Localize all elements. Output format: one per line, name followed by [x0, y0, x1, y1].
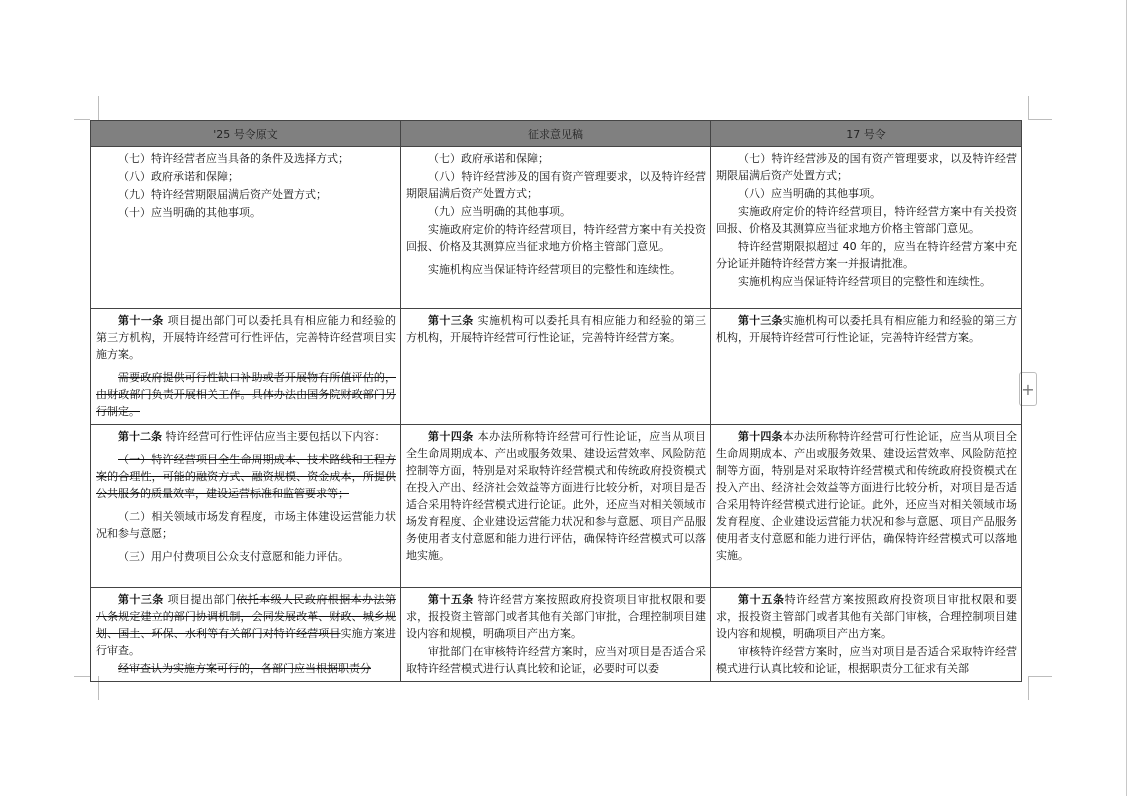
article-text: 实施方案进行审查。	[96, 627, 397, 657]
clause-item: （八）政府承诺和保障；	[118, 170, 239, 183]
article-number: 第十二条	[118, 430, 162, 443]
article-number: 第十三条	[428, 314, 474, 327]
table-cell	[711, 309, 1022, 425]
clause-item: （七）政府承诺和保障；	[428, 152, 549, 165]
article-text: 特许经营可行性评估应当主要包括以下内容：	[162, 430, 386, 443]
article-number: 第十四条	[738, 430, 783, 443]
clause-paragraph: 审批部门在审核特许经营方案时，应当对项目是否适合采取特许经营模式进行认真比较和论证，必要时可以委	[406, 645, 706, 675]
table-cell	[711, 147, 1022, 309]
crop-mark	[74, 119, 90, 120]
clause-item: （三）用户付费项目公众支付意愿和能力评估。	[118, 550, 349, 563]
article-text: 本办法所称特许经营可行性论证，应当从项目全生命周期成本、产出或服务效果、建设运营效率、风险防范控制等方面，特别是对采取特许经营模式和传统政府投资模式在投入产出、经济社会效益等方面进行比较分析，对项目是否适合采用特许经营模式进行论证。此外，还应当对相关领域市场发育程度、企业建设运营能力状况和参与意愿、项目产品服务使用者支付意愿和能力进行评估，确保特许经营模式可以落地实施。	[406, 430, 706, 562]
clause-paragraph	[406, 591, 706, 642]
article-text: 特许经营方案按照政府投资项目审批权限和要求，报投资主管部门或者其他有关部门审核，合理控制项目建设内容和规模，明确项目产出方案。	[716, 593, 1017, 640]
clause-item: （八）应当明确的其他事项。	[738, 187, 881, 200]
article-text: 本办法所称特许经营可行性论证，应当从项目全生命周期成本、产出或服务效果、建设运营效率、风险防范控制等方面，特别是对采取特许经营模式和传统政府投资模式在投入产出、经济社会效益等方面进行比较分析，对项目是否适合采用特许经营模式进行论证。此外，还应当对相关领域市场发育程度、企业建设运营能力状况和参与意愿、项目产品服务使用者支付意愿和能力进行评估，确保特许经营模式可以落地实施。	[716, 430, 1018, 562]
article-number: 第十三条	[738, 314, 783, 327]
table-row	[91, 309, 1022, 425]
expand-button[interactable]: +	[1019, 372, 1037, 406]
clause-item: （七）特许经营者应当具备的条件及选择方式；	[118, 152, 349, 165]
clause-paragraph	[716, 591, 1017, 642]
clause-item: （二）相关领域市场发育程度，市场主体建设运营能力状况和参与意愿；	[96, 510, 396, 540]
crop-mark	[1028, 676, 1052, 677]
comparison-table	[90, 120, 1022, 682]
table-cell	[91, 588, 401, 682]
article-text: 项目提出部门可以委托具有相应能力和经验的第三方机构，开展特许经营可行性评估，完善特许经营项目实施方案。	[96, 314, 396, 361]
table-row	[91, 588, 1022, 682]
column-header-original: '25 号令原文	[91, 121, 401, 147]
table-cell	[401, 147, 711, 309]
table-cell	[401, 588, 711, 682]
table-row	[91, 147, 1022, 309]
article-text: 实施机构可以委托具有相应能力和经验的第三方机构，开展特许经营可行性论证，完善特许经营方案。	[716, 314, 1018, 344]
table-cell	[711, 425, 1022, 588]
clause-paragraph: 特许经营期限拟超过 40 年的，应当在特许经营方案中充分论证并随特许经营方案一并报请批准。	[716, 240, 1017, 270]
clause-paragraph	[716, 428, 1017, 564]
table-cell	[401, 425, 711, 588]
clause-paragraph	[406, 312, 706, 346]
table-row	[91, 425, 1022, 588]
deleted-text: （一）特许经营项目全生命周期成本、技术路线和工程方案的合理性，可能的融资方式、融资规模、资金成本，所提供公共服务的质量效率，建设运营标准和监管要求等；	[96, 453, 396, 500]
clause-item: （九）特许经营期限届满后资产处置方式；	[118, 188, 327, 201]
table-cell	[401, 309, 711, 425]
crop-mark	[1028, 119, 1052, 120]
table-cell	[711, 588, 1022, 682]
clause-paragraph: 实施机构应当保证特许经营项目的完整性和连续性。	[738, 275, 991, 288]
article-text: 特许经营方案按照政府投资项目审批权限和要求，报投资主管部门或者其他有关部门审批，合理控制项目建设内容和规模，明确项目产出方案。	[406, 593, 706, 640]
clause-paragraph: 实施政府定价的特许经营项目，特许经营方案中有关投资回报、价格及其测算应当征求地方价格主管部门意见。	[406, 223, 706, 253]
article-text: 实施机构可以委托具有相应能力和经验的第三方机构，开展特许经营可行性论证，完善特许经营方案。	[406, 314, 706, 344]
clause-item: （七）特许经营涉及的国有资产管理要求，以及特许经营期限届满后资产处置方式；	[716, 152, 1017, 182]
article-number: 第十五条	[738, 593, 785, 606]
article-number: 第十一条	[118, 314, 164, 327]
column-header-draft: 征求意见稿	[401, 121, 711, 147]
deleted-text: 经审查认为实施方案可行的，各部门应当根据职责分	[118, 662, 371, 675]
clause-item: （八）特许经营涉及的国有资产管理要求，以及特许经营期限届满后资产处置方式；	[406, 170, 706, 200]
deleted-text: 需要政府提供可行性缺口补助或者开展物有所值评估的，由财政部门负责开展相关工作。具体办法由国务院财政部门另行制定。	[96, 371, 396, 418]
crop-mark	[1028, 96, 1029, 120]
header-row	[91, 121, 1022, 147]
clause-paragraph	[716, 312, 1017, 346]
article-number: 第十五条	[428, 593, 474, 606]
column-header-order17: 17 号令	[711, 121, 1022, 147]
article-number: 第十四条	[428, 430, 474, 443]
table-cell	[91, 309, 401, 425]
article-text: 项目提出部门	[163, 593, 237, 606]
clause-paragraph: 审核特许经营方案时，应当对项目是否适合采取特许经营模式进行认真比较和论证，根据职责分工征求有关部	[716, 645, 1017, 675]
crop-mark	[1028, 676, 1029, 700]
clause-item: （九）应当明确的其他事项。	[428, 205, 571, 218]
deleted-text: 依托本级人民政府根据本办法第八条规定建立的部门协调机制，会同发展改革、财政、城乡规划、国土、环保、水利等有关部门对特许经营项目	[96, 593, 396, 640]
clause-paragraph	[96, 591, 396, 659]
clause-paragraph	[96, 312, 396, 363]
clause-paragraph	[96, 428, 396, 445]
crop-mark	[74, 676, 90, 677]
clause-item: （十）应当明确的其他事项。	[118, 206, 261, 219]
clause-paragraph	[406, 428, 706, 564]
table-cell	[91, 425, 401, 588]
clause-paragraph: 实施政府定价的特许经营项目，特许经营方案中有关投资回报、价格及其测算应当征求地方价格主管部门意见。	[716, 205, 1017, 235]
article-number: 第十三条	[118, 593, 164, 606]
crop-mark	[98, 96, 99, 120]
clause-paragraph: 实施机构应当保证特许经营项目的完整性和连续性。	[428, 263, 681, 276]
table-cell	[91, 147, 401, 309]
